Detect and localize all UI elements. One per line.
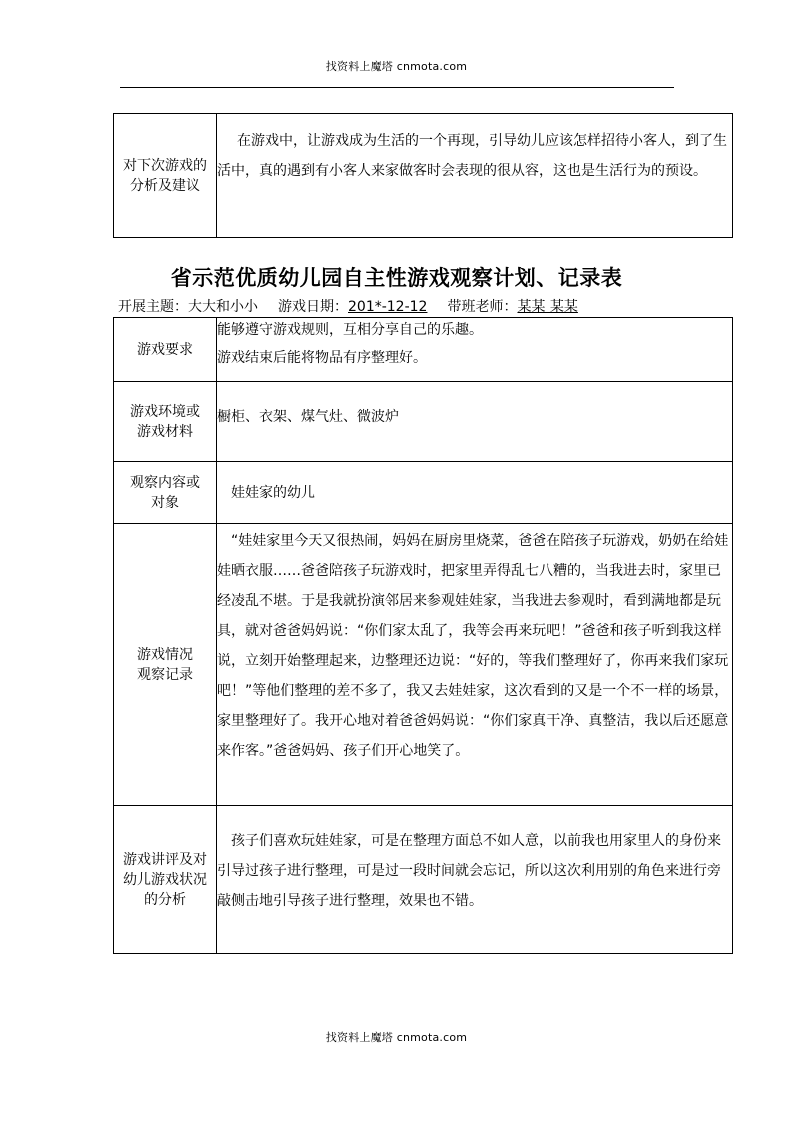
row-content: 孩子们喜欢玩娃娃家，可是在整理方面总不如人意，以前我也用家里人的身份来引导过孩子进行整理，可是过一段时间就会忘记，所以这次利用别的角色来进行旁敲侧击地引导孩子进行整理，效果也不错。 bbox=[217, 806, 733, 954]
theme-value: 大大和小小 bbox=[188, 299, 258, 315]
header-divider bbox=[120, 87, 674, 88]
row-content bbox=[217, 318, 733, 382]
row-label-text: 游戏环境或游戏材料 bbox=[130, 403, 200, 440]
row-content: 娃娃家的幼儿 bbox=[217, 462, 733, 524]
page-title: 省示范优质幼儿园自主性游戏观察计划、记录表 bbox=[170, 265, 623, 290]
table-row bbox=[114, 806, 733, 954]
table-row bbox=[114, 462, 733, 524]
row-label-text: 游戏要求 bbox=[137, 341, 193, 358]
theme-label: 开展主题： bbox=[118, 299, 188, 315]
row-label-text: 游戏讲评及对幼儿游戏状况的分析 bbox=[123, 851, 207, 908]
next-game-analysis-content: 在游戏中，让游戏成为生活的一个再现，引导幼儿应该怎样招待小客人，到了生活中，真的遇到有小客人来家做客时会表现的很从容，这也是生活行为的预设。 bbox=[217, 114, 733, 238]
date-value: 201*-12-12 bbox=[348, 299, 428, 315]
next-game-analysis-label-text: 对下次游戏的分析及建议 bbox=[123, 157, 207, 194]
table-row bbox=[114, 318, 733, 382]
row-label bbox=[114, 382, 217, 462]
row-label bbox=[114, 806, 217, 954]
next-game-analysis-table bbox=[113, 113, 733, 238]
table-row bbox=[114, 524, 733, 806]
page-header: 找资料上魔塔 cnmota.com bbox=[325, 60, 468, 73]
meta-line bbox=[118, 296, 578, 316]
next-game-analysis-label bbox=[114, 114, 217, 238]
row-label bbox=[114, 462, 217, 524]
table-row bbox=[114, 382, 733, 462]
requirement-line: 能够遵守游戏规则，互相分享自己的乐趣。 bbox=[217, 322, 483, 338]
row-label-text: 观察内容或对象 bbox=[130, 474, 200, 511]
row-label-text: 游戏情况观察记录 bbox=[137, 646, 193, 683]
page-footer: 找资料上魔塔 cnmota.com bbox=[325, 1031, 468, 1044]
observation-table bbox=[113, 317, 733, 954]
teacher-label: 带班老师： bbox=[447, 299, 518, 315]
date-label: 游戏日期： bbox=[278, 299, 348, 315]
row-label bbox=[114, 524, 217, 806]
row-content: “娃娃家里今天又很热闹，妈妈在厨房里烧菜，爸爸在陪孩子玩游戏，奶奶在给娃娃晒衣服……爸爸陪孩子玩游戏时，把家里弄得乱七八糟的，当我进去时，家里已经凌乱不堪。于是我就扮演邻居来参观娃娃家，当我进去参观时，看到满地都是玩具，就对爸爸妈妈说：“你们家太乱了，我等会再来玩吧！”爸爸和孩子听到我这样说，立刻开始整理起来，边整理还边说：“好的，等我们整理好了，你再来我们家玩吧！”等他们整理的差不多了，我又去娃娃家，这次看到的又是一个不一样的场景，家里整理好了。我开心地对着爸爸妈妈说：“你们家真干净、真整洁，我以后还愿意来作客。”爸爸妈妈、孩子们开心地笑了。 bbox=[217, 524, 733, 806]
row-label bbox=[114, 318, 217, 382]
teacher-value: 某某 某某 bbox=[517, 299, 578, 315]
requirement-line: 游戏结束后能将物品有序整理好。 bbox=[217, 350, 427, 366]
row-content: 橱柜、衣架、煤气灶、微波炉 bbox=[217, 382, 733, 462]
